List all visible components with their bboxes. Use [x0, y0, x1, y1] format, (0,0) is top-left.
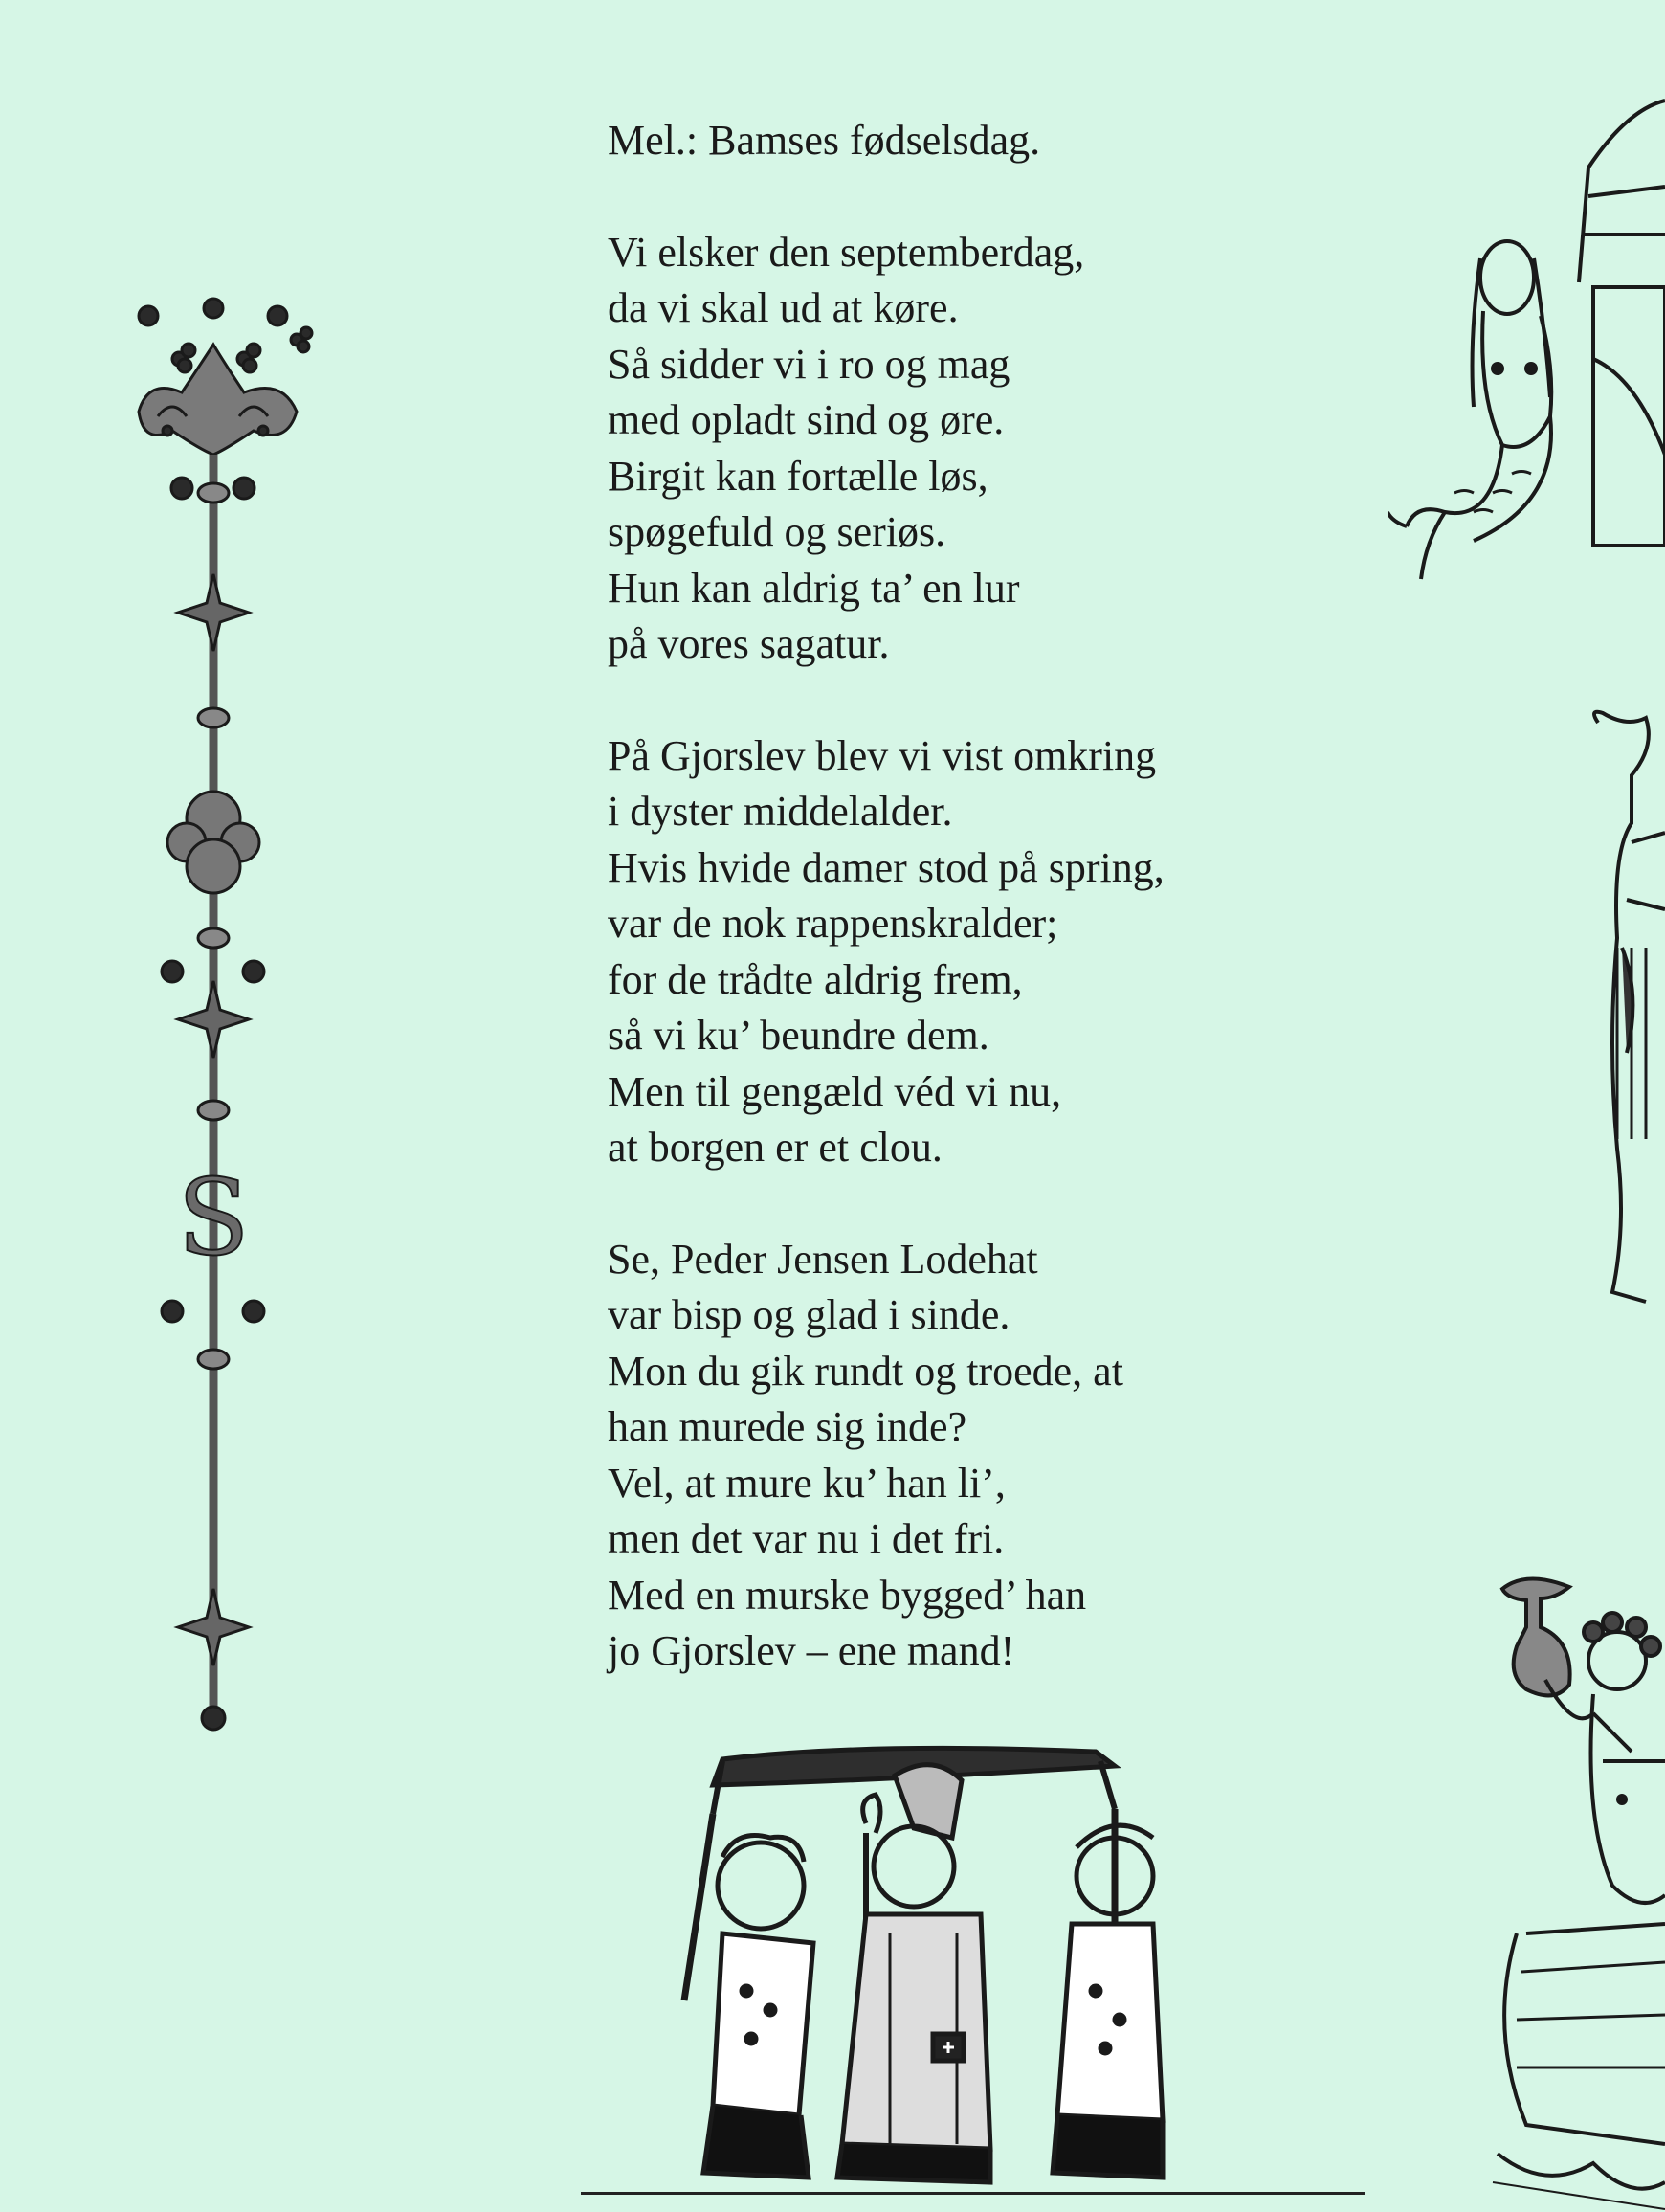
verse-line: men det var nu i det fri. [608, 1515, 1005, 1562]
verse-line: han murede sig inde? [608, 1403, 967, 1450]
verse-line: i dyster middelalder. [608, 788, 953, 835]
verse-line: Birgit kan fortælle løs, [608, 452, 988, 500]
verse-1 [608, 225, 1297, 673]
verse-line: jo Gjorslev – ene mand! [608, 1627, 1015, 1674]
melody-line: Mel.: Bamses fødselsdag. [608, 117, 1041, 164]
vertical-ornament-illustration [129, 287, 321, 1742]
verse-2 [608, 728, 1297, 1176]
bishop-procession-illustration [579, 1742, 1249, 2192]
verse-line: Vel, at mure ku’ han li’, [608, 1459, 1006, 1507]
verse-line: da vi skal ud at køre. [608, 284, 959, 331]
verse-line: for de trådte aldrig frem, [608, 955, 1023, 1003]
verse-line: så vi ku’ beundre dem. [608, 1012, 989, 1059]
bottom-rule [581, 2192, 1365, 2195]
verse-line: at borgen er et clou. [608, 1124, 943, 1171]
verse-line: var de nok rappenskralder; [608, 900, 1058, 947]
verse-line: På Gjorslev blev vi vist omkring [608, 731, 1157, 779]
standing-figure-illustration [1588, 708, 1665, 1330]
song-text [608, 113, 1297, 1735]
verse-line: med opladt sind og øre. [608, 396, 1005, 443]
verse-line: Vi elsker den septemberdag, [608, 228, 1085, 276]
verse-3 [608, 1232, 1297, 1680]
verse-line: på vores sagatur. [608, 620, 890, 667]
verse-line: Se, Peder Jensen Lodehat [608, 1235, 1038, 1283]
verse-line: Med en murske bygged’ han [608, 1571, 1087, 1619]
bacchus-with-goblet-illustration [1488, 1570, 1665, 2211]
mermaid-and-bishop-mitre-illustration [1388, 91, 1665, 598]
verse-line: Hun kan aldrig ta’ en lur [608, 564, 1020, 612]
verse-line: var bisp og glad i sinde. [608, 1291, 1010, 1338]
verse-line: Hvis hvide damer stod på spring, [608, 843, 1165, 891]
verse-line: Men til gengæld véd vi nu, [608, 1067, 1062, 1115]
verse-line: Mon du gik rundt og troede, at [608, 1347, 1123, 1395]
verse-line: spøgefuld og seriøs. [608, 508, 946, 555]
svg-text:S: S [177, 1156, 250, 1279]
verse-line: Så sidder vi i ro og mag [608, 340, 1010, 388]
